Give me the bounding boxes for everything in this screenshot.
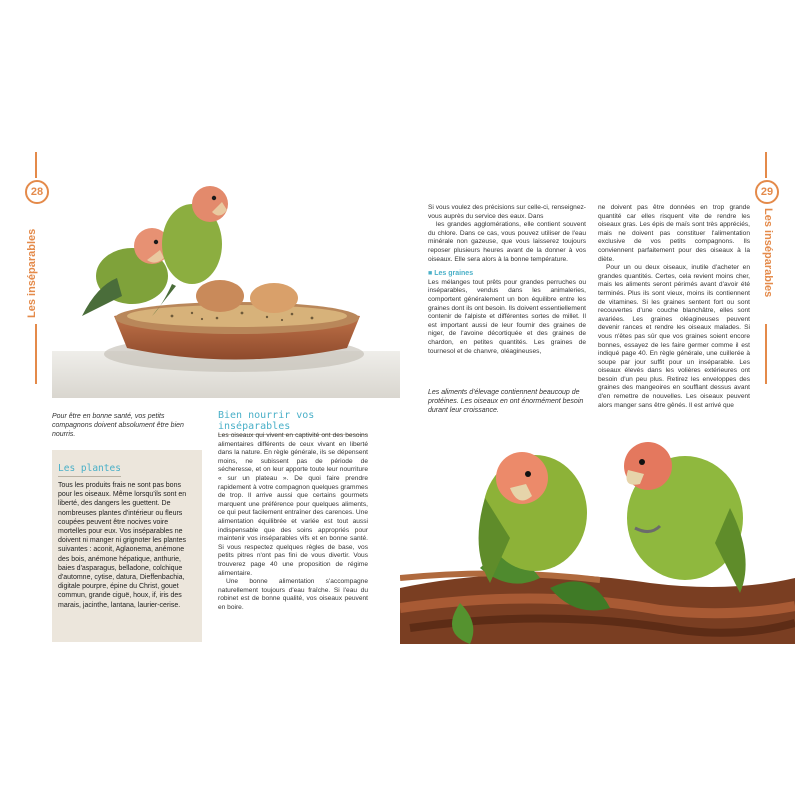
right-col1-p1: Si vous voulez des précisions sur celle-ci, renseignez-vous auprès du service des eaux. Dans bbox=[428, 204, 586, 220]
lovebirds-branch-photo bbox=[400, 418, 795, 644]
side-tab-line-top bbox=[765, 152, 767, 178]
right-col2-p1: ne doivent pas être données en trop grande quantité car elles risquent vite de rendre les oiseaux gras. Les épis de maïs sont très appréciés, mais ne doivent pas constituer l'alimentation exclusive de vos petits compagnons. Ils conviennent parfaitement pour des oiseaux à la diète. bbox=[598, 204, 750, 263]
right-col1-text bbox=[428, 204, 586, 356]
side-tab-line-bottom bbox=[765, 324, 767, 384]
left-body-text bbox=[218, 432, 368, 612]
seeds-subheading: ■ Les graines bbox=[428, 270, 474, 278]
page-number-left: 28 bbox=[25, 180, 49, 204]
side-label-left: Les inséparables bbox=[26, 228, 38, 318]
right-side-tab bbox=[755, 152, 777, 384]
section-heading: Bien nourrir vos inséparables bbox=[218, 410, 368, 435]
photo-caption-left: Pour être en bonne santé, vos petits compagnons doivent absolument être bien nourris. bbox=[52, 413, 184, 438]
right-col2-p2: Pour un ou deux oiseaux, inutile d'acheter en grandes quantités. Certes, cela revient moins cher, mais les aliments seront périmés avant d'avoir été terminés. Plus ils sont vieux, moins ils contiennent de vitamines. Si les graines sentent fort ou sont recouvertes d'une couche blanchâtre, elles sont avariées. Les graines oléagineuses peuvent devenir rances et rendre les oiseaux malades. Si vous n'êtes pas sûr que vos graines soient encore bonnes, essayez de les faire germer comme il est indiqué page 40. En règle générale, une cuillerée à soupe par jour suffit pour un inséparable. Les oiseaux élevés dans les volières extérieures ont besoin d'un peu plus. Retirez les enveloppes des graines des mangeoires en soufflant dessus avant d'en remettre de nouvelles. Les oiseaux peuvent alors manger sans être gênés. Il est arrivé que bbox=[598, 264, 750, 409]
photo-illustration bbox=[400, 418, 795, 644]
right-col2-text bbox=[598, 204, 750, 410]
box-title: Les plantes bbox=[58, 463, 121, 477]
box-text: Tous les produits frais ne sont pas bons pour les oiseaux. Même lorsqu'ils sont en liberté, des dangers les guettent. De nombreuses plantes d'intérieur ou fleurs coupées peuvent être nocives voire mortelles pour eux. Vos inséparables ne doivent ni manger ni grignoter les plantes suivantes : aconit, Aglaonema, anémone des bois, anémone hépatique, anthurie, baies d'asparagus, belladone, colchique d'automne, cytise, datura, Dieffenbachia, digitale pourpre, épine du Christ, gouet commun, grande ciguë, houx, if, iris des marais, jacinthe, lantana, laurier-cerise. bbox=[58, 482, 187, 609]
side-label-right: Les inséparables bbox=[762, 208, 774, 298]
side-tab-line-top bbox=[35, 152, 37, 178]
right-col1-p3: Les mélanges tout prêts pour grandes perruches ou inséparables, vendus dans les animaleries, comportent généralement un bon équilibre entre les graines dont ils ont besoin. Ils doivent essentiellement contenir de l'alpiste et différentes sortes de millet. Il est important aussi de leur fournir des graines de niger, de l'avoine décortiquée et des graines de chardon, en petites quantités. Les graines de tournesol et de chanvre, oléagineuses, bbox=[428, 278, 586, 355]
left-paragraph-1: Les oiseaux qui vivent en captivité ont des besoins alimentaires différents de ceux vivant en liberté dans la nature. En règle générale, ils se dépensent moins, ne subissent pas de période de sécheresse, et on leur apporte toute leur nourriture « sur un plateau ». De quoi faire prendre rapidement à votre compagnon quelques grammes de trop. Il arrive aussi que certains gourmets marquent une préférence pour quelques aliments, ce qui peut facilement entraîner des carences. Une alimentation équilibrée et variée est tout aussi indispensable que des soins appropriés pour maintenir vos inséparables vifs et en bonne santé. Si vous respectez quelques règles de base, vos petits pitres n'ont pas fini de vous divertir. Vous trouverez page 40 une proposition de régime alimentaire. bbox=[218, 432, 368, 577]
right-col1-p2: les grandes agglomérations, elle contient souvent du chlore. Dans ce cas, vous pouvez utiliser de l'eau minérale non gazeuse, que vous laisserez toujours reposer plusieurs heures avant de la donner à vos oiseaux. Elle sera alors à la bonne température. bbox=[428, 221, 586, 263]
left-paragraph-2: Une bonne alimentation s'accompagne naturellement toujours d'eau fraîche. Si l'eau du robinet est de bonne qualité, vos oiseaux peuvent en boire. bbox=[218, 578, 368, 611]
lovebirds-seed-dish-photo bbox=[52, 166, 400, 398]
page-number-right: 29 bbox=[755, 180, 779, 204]
photo-illustration bbox=[52, 166, 400, 398]
side-tab-line-bottom bbox=[35, 324, 37, 384]
photo-caption-right: Les aliments d'élevage contiennent beaucoup de protéines. Les oiseaux en ont énormément besoin durant leur croissance. bbox=[428, 389, 584, 414]
left-side-tab bbox=[25, 152, 47, 384]
plants-warning-box bbox=[52, 450, 202, 642]
